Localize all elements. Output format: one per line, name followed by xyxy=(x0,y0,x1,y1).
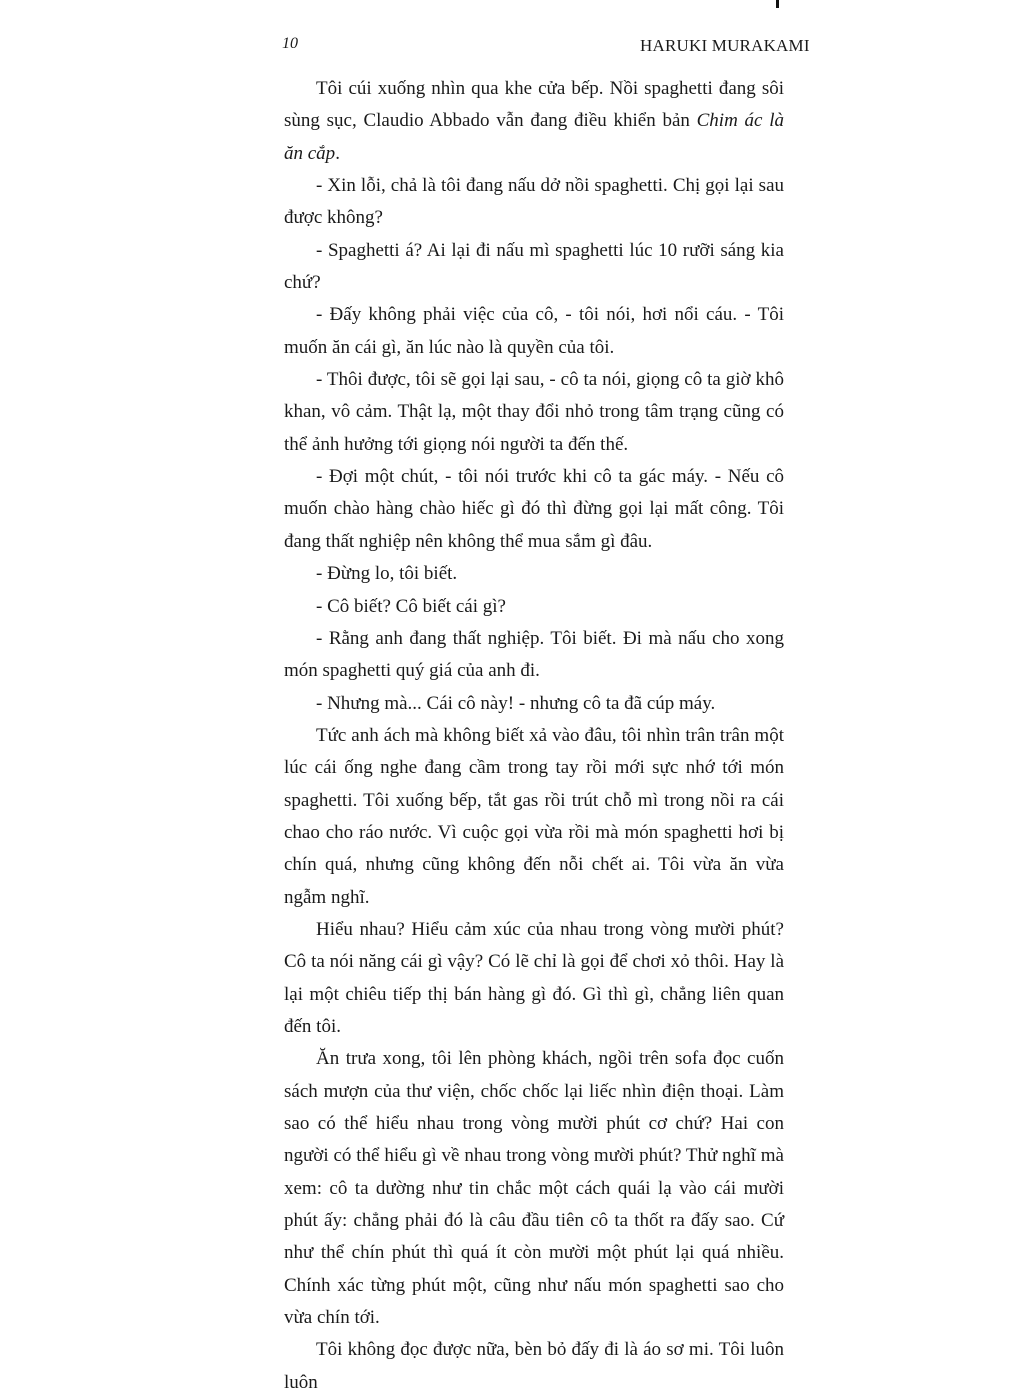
body-text xyxy=(284,73,784,1399)
page-number: 10 xyxy=(282,35,298,52)
paragraph: - Nhưng mà... Cái cô này! - nhưng cô ta đã cúp máy. xyxy=(316,692,716,714)
paragraph: Tôi không đọc được nữa, bèn bỏ đấy đi là áo sơ mi. Tôi luôn luôn xyxy=(284,1339,784,1393)
paragraph: - Đợi một chút, - tôi nói trước khi cô ta gác máy. - Nếu cô muốn chào hàng chào hiếc gì đó thì đừng gọi lại mất công. Tôi đang thất nghiệp nên không thể mua sắm gì đâu. xyxy=(284,466,784,552)
paragraph: - Xin lỗi, chả là tôi đang nấu dở nồi spaghetti. Chị gọi lại sau được không? xyxy=(284,175,784,229)
italic-title: Chim ác là ăn cắp xyxy=(284,110,784,164)
paragraph: - Spaghetti á? Ai lại đi nấu mì spaghetti lúc 10 rưỡi sáng kia chứ? xyxy=(284,239,784,294)
paragraph: - Thôi được, tôi sẽ gọi lại sau, - cô ta nói, giọng cô ta giờ khô khan, vô cảm. Thật lạ, một thay đổi nhỏ trong tâm trạng cũng có thể ảnh hưởng tới giọng nói người ta đến thế. xyxy=(284,369,784,455)
page-edge-mark xyxy=(776,0,779,8)
paragraph: - Đừng lo, tôi biết. xyxy=(316,563,458,585)
paragraph: Hiểu nhau? Hiểu cảm xúc của nhau trong vòng mười phút? Cô ta nói năng cái gì vậy? Có lẽ chỉ là gọi để chơi xỏ thôi. Hay là lại một chiêu tiếp thị bán hàng gì đó. Gì thì gì, chẳng liên quan đến tôi. xyxy=(284,918,784,1037)
paragraph: - Đấy không phải việc của cô, - tôi nói, hơi nổi cáu. - Tôi muốn ăn cái gì, ăn lúc nào là quyền của tôi. xyxy=(284,304,784,358)
paragraph: - Cô biết? Cô biết cái gì? xyxy=(316,595,506,617)
running-head-author: HARUKI MURAKAMI xyxy=(640,36,810,55)
paragraph: Tôi cúi xuống nhìn qua khe cửa bếp. Nồi spaghetti đang sôi sùng sục, Claudio Abbado vẫn đang điều khiển bản Chim ác là ăn cắp. xyxy=(284,78,784,164)
paragraph: - Rằng anh đang thất nghiệp. Tôi biết. Đi mà nấu cho xong món spaghetti quý giá của anh đi. xyxy=(284,627,784,682)
paragraph: Tức anh ách mà không biết xả vào đâu, tôi nhìn trân trân một lúc cái ống nghe đang cầm trong tay rồi mới sực nhớ tới món spaghetti. Tôi xuống bếp, tắt gas rồi trút chỗ mì trong nồi ra cái chao cho ráo nước. Vì cuộc gọi vừa rồi mà món spaghetti hơi bị chín quá, nhưng cũng không đến nỗi chết ai. Tôi vừa ăn vừa ngẫm nghĩ. xyxy=(284,724,784,908)
paragraph: Ăn trưa xong, tôi lên phòng khách, ngồi trên sofa đọc cuốn sách mượn của thư viện, chốc chốc lại liếc nhìn điện thoại. Làm sao có thể hiểu nhau trong vòng mười phút cơ chứ? Hai con người có thể hiểu gì về nhau trong vòng mười phút? Thử nghĩ mà xem: cô ta dường như tin chắc một cách quái lạ vào cái mười phút ấy: chẳng phải đó là câu đầu tiên cô ta thốt ra đấy sao. Cứ như thể chín phút thì quá ít còn mười một phút lại quá nhiều. Chính xác từng phút một, cũng như nấu món spaghetti sao cho vừa chín tới. xyxy=(284,1048,784,1329)
